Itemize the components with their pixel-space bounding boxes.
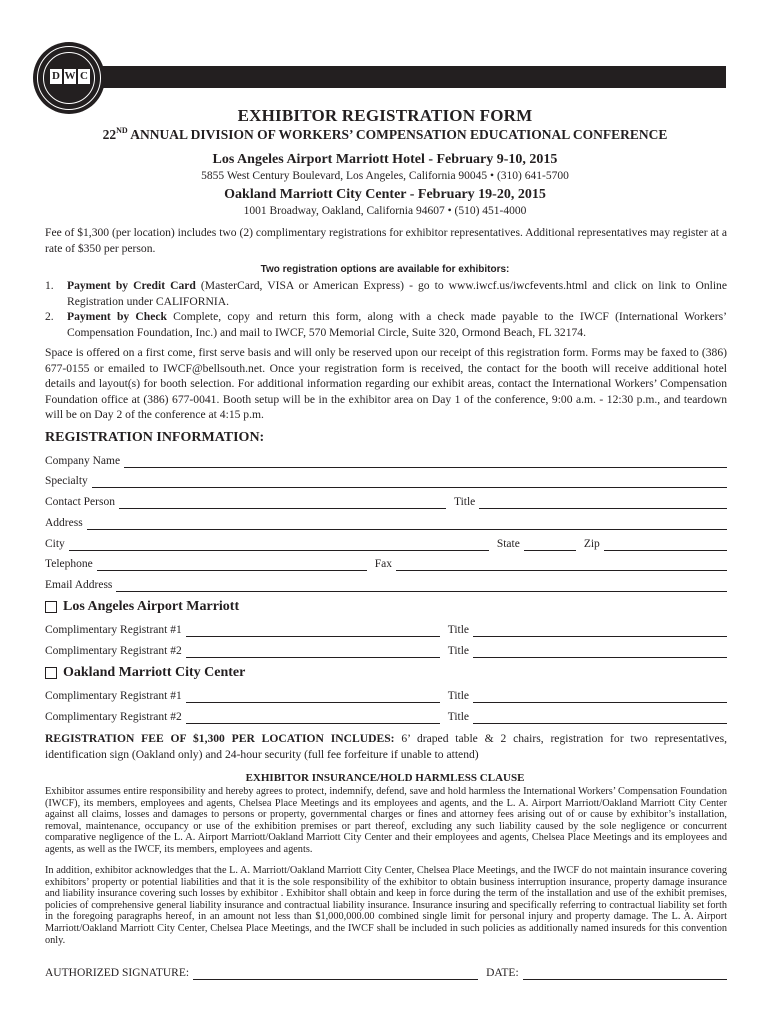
option-2-bold: Payment by Check <box>67 310 167 323</box>
la-registrant-1-title-field[interactable] <box>473 624 727 637</box>
telephone-field[interactable] <box>97 558 367 571</box>
la-registrant-2-row <box>45 642 727 658</box>
city-field[interactable] <box>69 538 489 551</box>
la-registrant-1-title-label: Title <box>447 624 470 636</box>
specialty-row <box>45 472 727 488</box>
la-registrant-2-title-field[interactable] <box>473 645 727 658</box>
oak-registrant-2-title-label: Title <box>447 711 470 723</box>
registration-heading: REGISTRATION INFORMATION: <box>45 430 265 445</box>
dwc-seal-logo <box>33 42 105 114</box>
la-registrant-2-field[interactable] <box>186 645 440 658</box>
company-field[interactable] <box>124 455 727 468</box>
oak-registrant-1-label: Complimentary Registrant #1 <box>45 690 182 702</box>
seal-letter-c: C <box>78 69 90 84</box>
date-label: DATE: <box>486 967 519 979</box>
la-registrant-2-label: Complimentary Registrant #2 <box>45 645 182 657</box>
space-paragraph: Space is offered on a first come, first serve basis and will only be reserved upon our receipt of this registration form. Forms may be faxed to (386) 677-0155 or emailed to IWCF@bellsouth.net. Once your registration form is received, the contact for the booth will receive additional hotel details and layout(s) for booth selection. For additional information regarding our exhibit areas, contact the International Workers’ Compensation Foundation office at (386) 677-0041. Booth setup will be in the exhibitor area on Day 1 of the conference, 9:00 a.m. - 12:30 p.m., and teardown will be on Day 2 of the conference at 4:15 p.m. <box>45 346 727 421</box>
venue-oakland-heading: Oakland Marriott City Center - February 19-20, 2015 <box>224 187 546 202</box>
city-row <box>45 535 727 551</box>
venue-la-heading: Los Angeles Airport Marriott Hotel - February 9-10, 2015 <box>212 152 558 167</box>
subtitle-number: 22 <box>102 127 117 142</box>
oak-registrant-1-field[interactable] <box>186 690 440 703</box>
contact-row <box>45 493 727 509</box>
company-label: Company Name <box>45 455 121 467</box>
fax-label: Fax <box>374 558 392 570</box>
fax-field[interactable] <box>396 558 727 571</box>
email-label: Email Address <box>45 579 113 591</box>
la-registrant-1-row <box>45 621 727 637</box>
location-la-heading <box>45 599 239 615</box>
oak-registrant-1-title-label: Title <box>447 690 470 702</box>
oak-registrant-2-title-field[interactable] <box>473 711 727 724</box>
specialty-label: Specialty <box>45 475 88 487</box>
venue-la-address: 5855 West Century Boulevard, Los Angeles, California 90045 • (310) 641-5700 <box>201 170 569 182</box>
fee-paragraph: Fee of $1,300 (per location) includes two (2) complimentary registrations for exhibitor representatives. Additional representatives may register at a rate of $350 per person. <box>45 226 727 255</box>
subtitle-ordinal: ND <box>116 126 128 135</box>
option-1-text <box>67 278 727 309</box>
location-oakland-heading <box>45 665 245 681</box>
oak-registrant-1-row <box>45 687 727 703</box>
oak-registrant-2-field[interactable] <box>186 711 440 724</box>
zip-field[interactable] <box>604 538 727 551</box>
clause-heading: EXHIBITOR INSURANCE/HOLD HARMLESS CLAUSE <box>245 772 525 784</box>
seal-letters <box>50 69 90 85</box>
location-oakland-label: Oakland Marriott City Center <box>63 665 246 680</box>
contact-title-label: Title <box>453 496 476 508</box>
telephone-row <box>45 555 727 571</box>
location-oakland-checkbox[interactable] <box>45 667 57 679</box>
contact-field[interactable] <box>119 496 446 509</box>
state-label: State <box>496 538 520 550</box>
oak-registrant-2-row <box>45 708 727 724</box>
header-band <box>72 66 726 88</box>
form-title: EXHIBITOR REGISTRATION FORM <box>237 106 533 125</box>
state-field[interactable] <box>524 538 576 551</box>
city-label: City <box>45 538 65 550</box>
specialty-field[interactable] <box>92 475 727 488</box>
la-registrant-2-title-label: Title <box>447 645 470 657</box>
option-1-number: 1. <box>45 279 54 292</box>
la-registrant-1-field[interactable] <box>186 624 440 637</box>
option-2-text <box>67 309 727 340</box>
option-2-number: 2. <box>45 310 54 323</box>
option-2-body: Complete, copy and return this form, along with a check made payable to the IWCF (International Workers’ Compensation Foundation, Inc.) and mail to IWCF, 570 Memorial Circle, Suite 320, Ormond Beach, FL 32174. <box>67 310 727 339</box>
company-row <box>45 452 727 468</box>
location-la-label: Los Angeles Airport Marriott <box>63 599 240 614</box>
option-1-body: (MasterCard, VISA or American Express) - go to www.iwcf.us/iwcfevents.html and click on link to Online Registration under CALIFORNIA. <box>67 279 727 308</box>
conference-subtitle <box>0 127 770 143</box>
date-field[interactable] <box>523 967 727 980</box>
contact-label: Contact Person <box>45 496 115 508</box>
signature-row <box>45 964 727 980</box>
seal-letter-w: W <box>64 70 76 82</box>
option-1-bold: Payment by Credit Card <box>67 279 196 292</box>
clause-paragraph-1: Exhibitor assumes entire responsibility and hereby agrees to protect, indemnify, defend, save and hold harmless the International Workers’ Compensation Foundation (IWCF), its members, employees and agents, Chelsea Place Meetings and its employees and agents, and the L. A. Airport Marriott/Oakland Marriott City Center against all claims, losses and damages to persons or property, governmental charges or fines and attorney fees arising out of or cause by exhibitor’s installation, removal, maintenance, occupancy or use of the exhibition premises or part thereof, excluding any such liability caused by the sole negligence or concurrent comparative negligence of the L. A. Airport Marriott/Oakland Marriott City Center and their employees and agents, Chelsea Place Meetings and its employees and agents, as well as the IWCF, its members, employees and agents. <box>45 786 727 855</box>
zip-label: Zip <box>583 538 600 550</box>
clause-paragraph-2: In addition, exhibitor acknowledges that the L. A. Marriott/Oakland Marriott City Center, Chelsea Place Meetings, and the IWCF do not maintain insurance covering exhibitors’ property or potential liabilities and that it is the sole responsibility of the exhibitor to obtain business interruption insurance, property damage insurance and liability insurance covering such losses by exhibitor . Exhibitor shall obtain and keep in force during the term of the installation and use of the exhibit premises, policies of comprehensive general liability insurance and contractual liability insurance. Insurance insuring and specifically referring to contractual liability set forth in the foregoing paragraphs hereof, in an amount not less than $1,000,000.00 combined single limit for personal injury and property damage. The L. A. Airport Marriott/Oakland Marriott City Center, Chelsea Place Meetings, and the IWCF shall be included in such policies as additionally named insureds for this convention only. <box>45 865 727 946</box>
address-field[interactable] <box>87 517 727 530</box>
includes-bold: REGISTRATION FEE OF $1,300 PER LOCATION INCLUDES: <box>45 732 395 745</box>
email-field[interactable] <box>116 579 727 592</box>
location-la-checkbox[interactable] <box>45 601 57 613</box>
includes-paragraph <box>45 731 727 762</box>
address-row <box>45 514 727 530</box>
oak-registrant-1-title-field[interactable] <box>473 690 727 703</box>
seal-letter-d: D <box>50 69 62 84</box>
venue-oakland-address: 1001 Broadway, Oakland, California 94607 • (510) 451-4000 <box>243 205 527 217</box>
signature-label: AUTHORIZED SIGNATURE: <box>45 967 190 979</box>
address-label: Address <box>45 517 83 529</box>
options-heading: Two registration options are available for exhibitors: <box>260 264 510 275</box>
la-registrant-1-label: Complimentary Registrant #1 <box>45 624 182 636</box>
email-row <box>45 576 727 592</box>
subtitle-text: ANNUAL DIVISION OF WORKERS’ COMPENSATION EDUCATIONAL CONFERENCE <box>127 127 668 142</box>
includes-body: 6’ draped table & 2 chairs, registration for two representatives, identification sign (Oakland only) and 24-hour security (full fee forfeiture if unable to attend) <box>45 732 728 761</box>
signature-field[interactable] <box>193 967 478 980</box>
oak-registrant-2-label: Complimentary Registrant #2 <box>45 711 182 723</box>
telephone-label: Telephone <box>45 558 93 570</box>
contact-title-field[interactable] <box>479 496 727 509</box>
